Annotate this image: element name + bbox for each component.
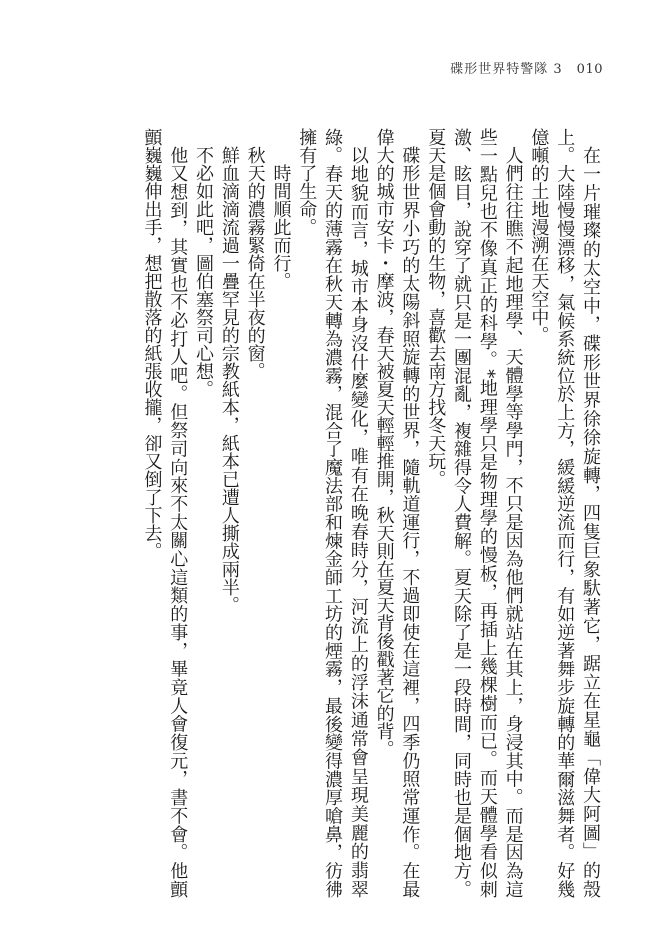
- paragraph: 秋天的濃霧緊倚在半夜的窗。: [244, 146, 266, 380]
- paragraph: 時間順此而行。: [270, 164, 292, 290]
- paragraph: 不必如此吧，圖伯塞祭司心想。: [193, 146, 215, 398]
- paragraph: 鮮血滴滴流過一疊罕見的宗教紙本，紙本已遭人撕成兩半。: [218, 146, 240, 614]
- body-text: [43, 128, 603, 898]
- paragraph: 以地貌而言，城市本身沒什麼變化，唯有在晚春時分，河流上的浮沫通常會呈現美麗的翡翠綠。春天的薄霧在秋天轉為濃霧，混合了魔法部和煉金師工坊的煙霧，最後變得濃厚嗆鼻，彷彿擁有了生命。: [296, 128, 369, 898]
- page-number: 010: [576, 62, 603, 77]
- paragraph: 碟形世界小巧的太陽斜照旋轉的世界，隨軌道運行，不過即使在這裡，四季仍照常運作。在最偉大的城市安卡・摩波，春天被夏天輕輕推開，秋天則在夏天背後戳著它的背。: [373, 128, 421, 898]
- paragraph: 他又想到，其實也不必打人吧。但祭司向來不太關心這類的事，畢竟人會復元，書不會。他顫顫巍巍伸出手，想把散落的紙張收攏，卻又倒了下去。: [141, 128, 189, 898]
- paragraph: 人們往往瞧不起地理學、天體學等學門，不只是因為他們就站在其上，身浸其中。而是因為這些一點兒也不像真正的科學。*地理學只是物理學的慢板，再插上幾棵樹而已。而天體學看似刺激、眩目，說穿了就只是一團混亂，複雜得令人費解。夏天除了是一段時間，同時也是個地方。夏天是個會動的生物，喜歡去南方找冬天玩。: [425, 128, 524, 898]
- paragraph: 在一片璀璨的太空中，碟形世界徐徐旋轉，四隻巨象馱著它，踞立在星龜「偉大阿圖」的殼上。大陸慢慢漂移，氣候系統位於上方，緩緩逆流而行，有如逆著舞步旋轉的華爾滋舞者。好幾億噸的土地漫溯在天空中。: [528, 128, 601, 898]
- book-title: 碟形世界特警隊 3: [450, 62, 563, 77]
- running-header: [450, 58, 603, 77]
